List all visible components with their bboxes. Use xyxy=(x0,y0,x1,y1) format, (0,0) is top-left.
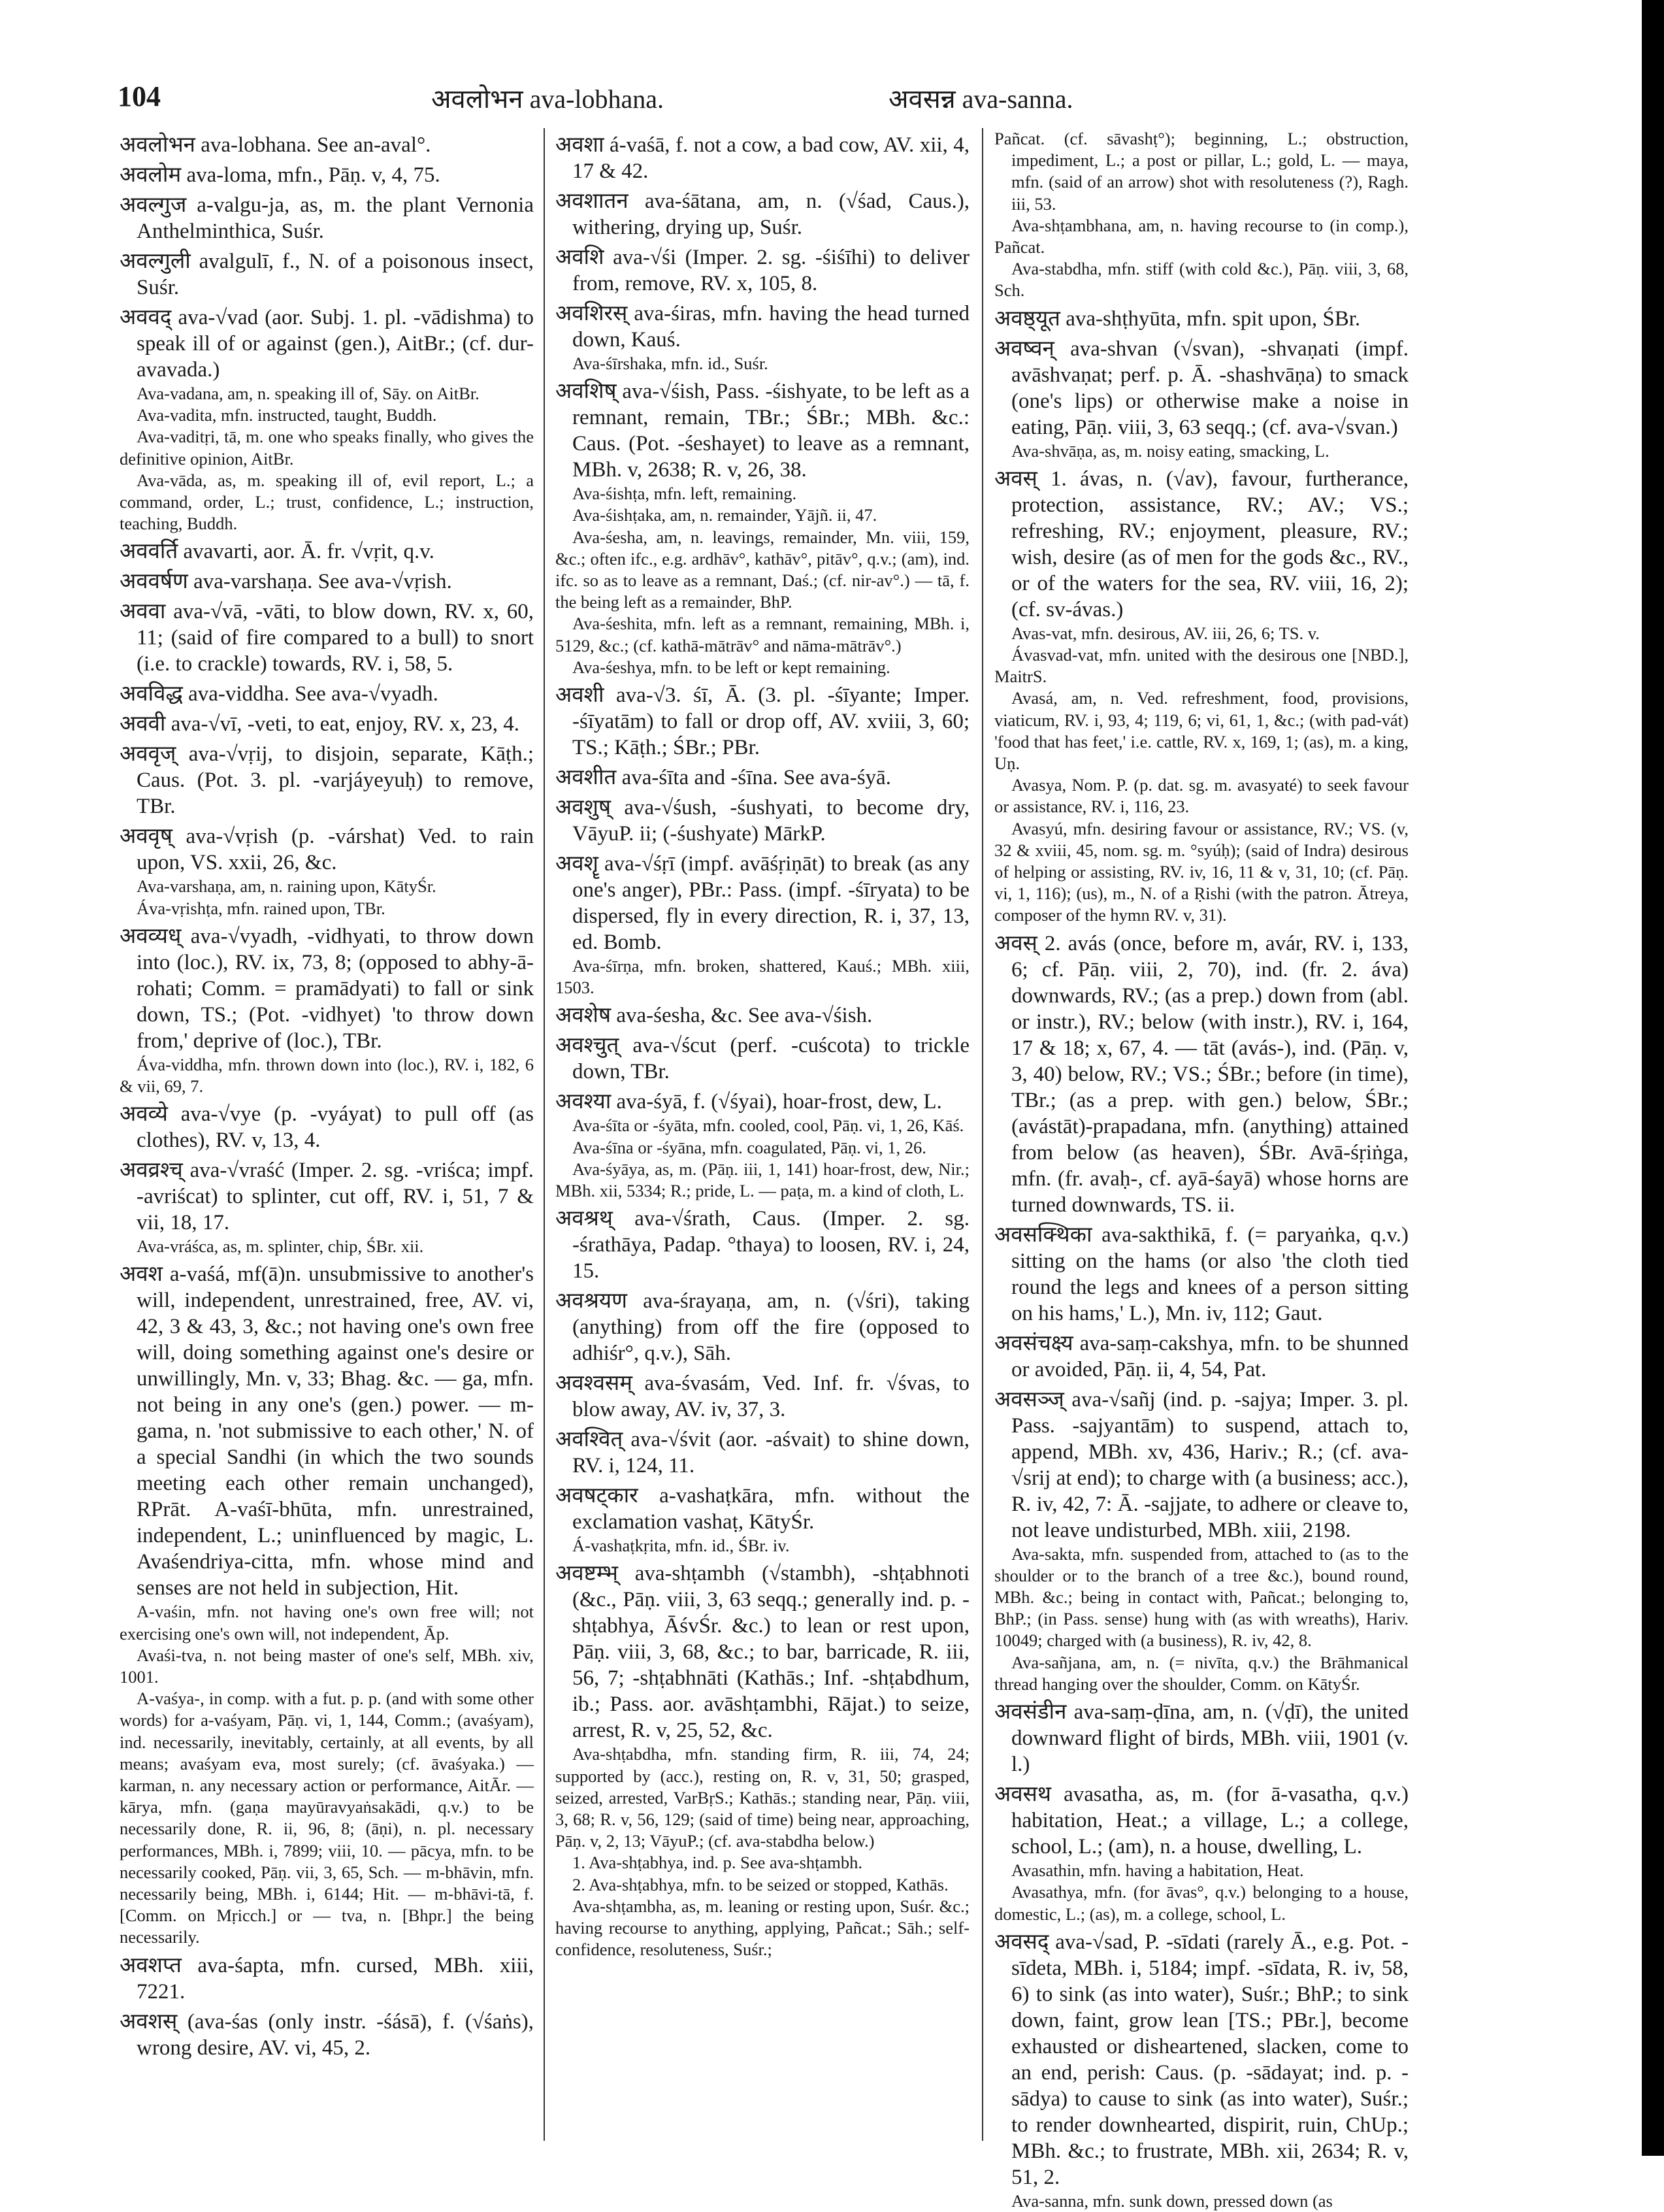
headword-entry: अवव्रश्च् ava-√vraść (Imper. 2. sg. -vriśca; impf. -avriścat) to splinter, cut off, RV. i, 51, 7 & vii, 18, 17. xyxy=(120,1159,534,1235)
sub-entry: A-vaśin, mfn. not having one's own free will; not exercising one's own will, not independent, Āp. xyxy=(120,1602,534,1643)
sub-entry: Ava-sanna, mfn. sunk down, pressed down (as xyxy=(1011,2190,1333,2211)
headword-entry: अवश्वित् ava-√śvit (aor. -aśvait) to shine down, RV. i, 124, 11. xyxy=(555,1428,970,1478)
sub-entry: Ava-śeshya, mfn. to be left or kept remaining. xyxy=(572,657,890,677)
headword-entry: अवविद्ध ava-viddha. See ava-√vyadh. xyxy=(120,682,438,706)
headword-entry: अवश्रथ् ava-√śrath, Caus. (Imper. 2. sg. -śrathāya, Padap. °thaya) to loosen, RV. i, 24, 15. xyxy=(555,1207,970,1283)
column-divider xyxy=(982,128,983,2141)
headword-entry: अवसथ avasatha, as, m. (for ā-vasatha, q.v.) habitation, Heat.; a village, L.; a college, school, L.; (am), n. a house, dwelling, L. xyxy=(994,1783,1409,1859)
sub-entry: Ava-varshaṇa, am, n. raining upon, KātyŚr. xyxy=(137,876,436,897)
headword-entry: अववृष् ava-√vṛish (p. -várshat) Ved. to rain upon, VS. xxii, 26, &c. xyxy=(120,825,534,875)
sub-entry: Ava-śishṭaka, am, n. remainder, Yājñ. ii, 47. xyxy=(572,505,877,525)
column-2 xyxy=(555,128,970,2141)
headword-entry: अवशिष् ava-√śish, Pass. -śishyate, to be left as a remnant, remain, TBr.; ŚBr.; MBh. &c.: Caus. (Pot. -śeshayet) to leave as a remnant, MBh. v, 2638; R. v, 26, 38. xyxy=(555,380,970,482)
column-divider xyxy=(544,128,545,2141)
headword-entry: अववृज् ava-√vṛij, to disjoin, separate, Kāṭh.; Caus. (Pot. 3. pl. -varjáyeyuḥ) to remove, TBr. xyxy=(120,742,534,819)
sub-entry: Ava-śīta or -śyāta, mfn. cooled, cool, Pāṇ. vi, 1, 26, Kāś. xyxy=(572,1115,964,1136)
headword-entry: अवलोम ava-loma, mfn., Pāṇ. v, 4, 75. xyxy=(120,163,440,187)
sub-entry: Avasyú, mfn. desiring favour or assistance, RV.; VS. (v, 32 & xviii, 45, nom. sg. m. °syúḥ); (said of Indra) desirous of helping or assisting, RV. iv, 16, 11 & v, 31, 10; (cf. Pāṇ. vi, 1, 116); (us), m., N. of a Ṛishi (with the patron. Ātreya, composer of the hymn RV. v, 31). xyxy=(994,818,1409,925)
headword-entry: अववर्ति avavarti, aor. Ā. fr. √vṛit, q.v. xyxy=(120,540,434,564)
page-number: 104 xyxy=(118,80,161,112)
sub-entry: Ava-śyāya, as, m. (Pāṇ. iii, 1, 141) hoar-frost, dew, Nir.; MBh. xii, 5334; R.; pride, L. — paṭa, m. a kind of cloth, L. xyxy=(555,1159,970,1201)
sub-entry: Ava-vaditṛi, tā, m. one who speaks finally, who gives the definitive opinion, AitBr. xyxy=(120,427,534,469)
headword-entry: अवशप्त ava-śapta, mfn. cursed, MBh. xiii, 7221. xyxy=(120,1953,534,2004)
headword-entry: अवशुष् ava-√śush, -śushyati, to become dry, VāyuP. ii; (-śushyate) MārkP. xyxy=(555,796,970,846)
headword-entry: अववी ava-√vī, -veti, to eat, enjoy, RV. x, 23, 4. xyxy=(120,712,519,736)
sub-entry: Áva-vṛishṭa, mfn. rained upon, TBr. xyxy=(137,898,385,918)
sub-entry: Ávasvad-vat, mfn. united with the desirous one [NBD.], MaitrS. xyxy=(994,645,1409,687)
headword-entry: अवल्गुली avalgulī, f., N. of a poisonous insect, Suśr. xyxy=(120,250,534,299)
sub-entry: Ava-śīrshaka, mfn. id., Suśr. xyxy=(572,354,768,373)
column-3 xyxy=(994,128,1409,2211)
headword-entry: अवस् 2. avás (once, before m, avár, RV. i, 133, 6; cf. Pāṇ. viii, 2, 70), ind. (fr. 2. áva) downwards, RV.; (as a prep.) down from (abl. or instr.), RV.; below (with instr.), RV. i, 164, 17 & 18; x, 67, 4. — tāt (avás-), ind. (Pāṇ. v, 3, 40) below, RV.; VS.; ŚBr.; before (in time), TBr.; (as a prep. with gen.) below, ŚBr.; (avástāt)-prapadana, mfn. (anything) attained from below (as heaven), ŚBr. Avā-śṛiṅga, mfn. (fr. avaḥ-, cf. ayā-śayā) whose horns are turned downwards, TS. ii. xyxy=(994,931,1409,1217)
headword-entry: अववा ava-√vā, -vāti, to blow down, RV. x, 60, 11; (said of fire compared to a bull) to snort (i.e. to crackle) towards, RV. i, 58, 5. xyxy=(120,600,534,676)
headword-entry: अवषट्कार a-vashaṭkāra, mfn. without the exclamation vashaṭ, KātyŚr. xyxy=(555,1484,970,1534)
sub-entry: Ava-śīna or -śyāna, mfn. coagulated, Pāṇ. vi, 1, 26. xyxy=(572,1137,926,1157)
sub-entry: Ava-vāda, as, m. speaking ill of, evil report, L.; a command, order, L.; trust, confidence, L.; instruction, teaching, Buddh. xyxy=(120,470,534,534)
headword-entry: अववद् ava-√vad (aor. Subj. 1. pl. -vādishma) to speak ill of or against (gen.), AitBr.; (cf. dur-avavada.) xyxy=(120,306,534,382)
headword-entry: अवशि ava-√śi (Imper. 2. sg. -śiśīhi) to deliver from, remove, RV. x, 105, 8. xyxy=(555,246,970,295)
column-1 xyxy=(120,128,534,2141)
sub-entry: 1. Ava-shṭabhya, ind. p. See ava-shṭambh. xyxy=(572,1853,863,1873)
sub-entry: Avaśi-tva, n. not being master of one's self, MBh. xiv, 1001. xyxy=(120,1645,534,1687)
sub-entry: Ava-sakta, mfn. suspended from, attached to (as to the shoulder or to the branch of a tree &c.), bound round, MBh. &c.; being in contact with, Pañcat.; belonging to, BhP.; (in Pass. sense) hung with (as with wreaths), Hariv. 10049; charged with (a business), R. iv, 42, 8. xyxy=(994,1543,1409,1651)
sub-entry: Ava-sañjana, am, n. (= nivīta, q.v.) the Brāhmanical thread hanging over the shoulder, Comm. on KātyŚr. xyxy=(994,1652,1409,1694)
sub-entry: 2. Ava-shṭabhya, mfn. to be seized or stopped, Kathās. xyxy=(572,1874,949,1894)
headword-entry: अवशातन ava-śātana, am, n. (√śad, Caus.), withering, drying up, Suśr. xyxy=(555,190,970,239)
left-running-head: अवलोभन ava-lobhana. xyxy=(431,84,664,114)
sub-entry: Ava-shṭabdha, mfn. standing firm, R. iii, 74, 24; supported by (acc.), resting on, R. v, 31, 50; grasped, seized, arrested, VarBṛS.; Kathās.; standing near, Pāṇ. viii, 3, 68; R. v, 56, 129; (said of time) being near, approaching, Pāṇ. v, 2, 13; VāyuP.; (cf. ava-stabdha below.) xyxy=(555,1744,970,1851)
headword-entry: अवश a-vaśá, mf(ā)n. unsubmissive to another's will, independent, unrestrained, free, AV. vi, 42, 3 & 43, 3, &c.; not having one's own free will, doing something against one's desire or unwillingly, Mn. v, 33; Bhag. &c. — ga, mfn. not being in any one's (gen.) power. — m-gama, n. 'not submissive to each other,' N. of a special Sandhi (in which the two sounds meeting each other remain unchanged), RPrāt. A-vaśī-bhūta, mfn. unrestrained, independent, L.; uninfluenced by magic, L. Avaśendriya-citta, mfn. whose mind and senses are not held in subjection, Hit. xyxy=(120,1263,534,1600)
headword-entry: अवव्यध् ava-√vyadh, -vidhyati, to throw down into (loc.), RV. ix, 73, 8; (opposed to abhy-ā-rohati; Comm. = pramādyati) to fall or sink down, TS.; (Pot. -vidhyet) 'to throw down from,' deprive of (loc.), TBr. xyxy=(120,924,534,1053)
headword-entry: अवसक्थिका ava-sakthikā, f. (= paryaṅka, q.v.) sitting on the hams (or also 'the cloth tied round the legs and knees of a person sitting on his hams,' L.), Mn. iv, 112; Gaut. xyxy=(994,1223,1409,1325)
sub-entry: Ava-śishṭa, mfn. left, remaining. xyxy=(572,484,797,504)
headword-entry: अवल्गुज a-valgu-ja, as, m. the plant Vernonia Anthelminthica, Suśr. xyxy=(120,193,534,243)
sub-entry: Ava-śesha, am, n. leavings, remainder, Mn. viii, 159, &c.; often ifc., e.g. ardhāv°, kathāv°, pitāv°, q.v.; (am), ind. ifc. so as to leave as a remnant, Daś.; (cf. nir-av°.) — tā, f. the being left as a remainder, BhP. xyxy=(555,527,970,612)
headword-entry: अवलोभन ava-lobhana. See an-aval°. xyxy=(120,133,431,157)
page-header xyxy=(118,80,1398,125)
sub-entry: Pañcat. (cf. sāvashṭ°); beginning, L.; obstruction, impediment, L.; a post or pillar, L.; gold, L. — maya, mfn. (said of an arrow) shot with resoluteness (?), Ragh. iii, 53. xyxy=(994,129,1409,214)
headword-entry: अवश्या ava-śyā, f. (√śyai), hoar-frost, dew, L. xyxy=(555,1090,942,1114)
headword-entry: अवव्ये ava-√vye (p. -vyáyat) to pull off (as clothes), RV. v, 13, 4. xyxy=(120,1102,534,1153)
headword-entry: अवशॄ ava-√śṛī (impf. avāśṛiṇāt) to break (as any one's anger), PBr.: Pass. (impf. -śīryata) to be dispersed, fly in every direction, R. i, 37, 13, ed. Bomb. xyxy=(555,852,970,955)
right-running-head: अवसन्न ava-sanna. xyxy=(889,84,1073,114)
sub-entry: Áva-viddha, mfn. thrown down into (loc.), RV. i, 182, 6 & vii, 69, 7. xyxy=(120,1054,534,1097)
headword-entry: अवष्टम्भ् ava-shṭambh (√stambh), -shṭabhnoti (&c., Pāṇ. viii, 3, 63 seqq.; generally ind. p. -shṭabhya, ĀśvŚr. &c.) to lean or rest upon, Pāṇ. viii, 3, 68, &c.; to bar, barricade, R. iii, 56, 7; -shṭabhnāti (Kathās.; Inf. -shṭabdhum, ib.; Pass. aor. avāshṭambhi, Rājat.) to seize, arrest, R. v, 25, 52, &c. xyxy=(555,1562,970,1743)
sub-entry: Ava-vadana, am, n. speaking ill of, Sāy. on AitBr. xyxy=(137,384,480,403)
sub-entry: Ava-shṭambhana, am, n. having recourse to (in comp.), Pañcat. xyxy=(994,215,1409,257)
headword-entry: अवष्ठ्यूत ava-shṭhyūta, mfn. spit upon, ŚBr. xyxy=(994,306,1361,331)
sub-entry: Ava-shvāṇa, as, m. noisy eating, smacking, L. xyxy=(1011,440,1330,461)
headword-entry: अवशीत ava-śīta and -śīna. See ava-śyā. xyxy=(555,766,891,790)
headword-entry: अवष्वन् ava-shvan (√svan), -shvaṇati (impf. avāshvaṇat; perf. p. Ā. -shashvāṇa) to smack (one's lips) or otherwise make a noise in eating, Pāṇ. viii, 3, 63 seqq.; (cf. ava-√svan.) xyxy=(994,337,1409,439)
sub-entry: Ava-shṭambha, as, m. leaning or resting upon, Suśr. &c.; having recourse to anything, applying, Pañcat.; Sāh.; self-confidence, resoluteness, Suśr.; xyxy=(555,1896,970,1960)
headword-entry: अवश्वसम् ava-śvasám, Ved. Inf. fr. √śvas, to blow away, AV. iv, 37, 3. xyxy=(555,1372,970,1422)
headword-entry: अवशा á-vaśā, f. not a cow, a bad cow, AV. xii, 4, 17 & 42. xyxy=(555,133,970,183)
headword-entry: अववर्षण ava-varshaṇa. See ava-√vṛish. xyxy=(120,570,452,594)
headword-entry: अवशस् (ava-śas (only instr. -śásā), f. (√śaṅs), wrong desire, AV. vi, 45, 2. xyxy=(120,2009,534,2060)
scan-edge-bar xyxy=(1642,0,1664,2156)
sub-entry: Avasá, am, n. Ved. refreshment, food, provisions, viaticum, RV. i, 93, 4; 119, 6; vi, 61, 1, &c.; (with pad-vát) 'food that has feet,' i.e. cattle, RV. x, 169, 1; (as), m. a king, Uṇ. xyxy=(994,688,1409,774)
headword-entry: अवश्चुत् ava-√ścut (perf. -cuścota) to trickle down, TBr. xyxy=(555,1034,970,1084)
headword-entry: अवसद् ava-√sad, P. -sīdati (rarely Ā., e.g. Pot. -sīdeta, MBh. i, 5184; impf. -sīdata, R. iv, 58, 6) to sink (as into water), Suśr.; BhP.; to sink down, faint, grow lean [TS.; PBr.], become exhausted or disheartened, slacken, come to an end, perish: Caus. (p. -sādayat; ind. p. -sādya) to cause to sink (as into water), Suśr.; to render downhearted, dispirit, ruin, ChUp.; MBh. &c.; to frustrate, MBh. xii, 2634; R. v, 51, 2. xyxy=(994,1930,1409,2189)
headword-entry: अवसंचक्ष्य ava-saṃ-cakshya, mfn. to be shunned or avoided, Pāṇ. ii, 4, 54, Pat. xyxy=(994,1331,1409,1381)
sub-entry: Avasathya, mfn. (for āvas°, q.v.) belonging to a house, domestic, L.; (as), m. a college, school, L. xyxy=(994,1882,1409,1924)
sub-entry: A-vaśya-, in comp. with a fut. p. p. (and with some other words) for a-vaśyam, Pāṇ. vi, 1, 144, Comm.; (avaśyam), ind. necessarily, inevitably, certainly, at all events, by all means; avaśyam eva, most surely; (cf. āvaśyaka.) — karman, n. any necessary action or performance, AitĀr. — kārya, mfn. (gaṇa mayūravyaṅsakādi, q.v.) to be necessarily done, R. ii, 96, 8; (āṇi), n. pl. necessary performances, MBh. i, 7899; viii, 10. — pācya, mfn. to be necessarily cooked, Pāṇ. vii, 3, 65, Sch. — m-bhāvin, mfn. necessarily being, MBh. i, 6144; Hit. — m-bhāvi-tā, f. [Comm. on Mṛicch.] or — tva, n. [Bhpr.] the being necessarily. xyxy=(120,1689,534,1947)
sub-entry: Ava-vráśca, as, m. splinter, chip, ŚBr. xii. xyxy=(137,1236,424,1257)
sub-entry: Á-vashaṭkṛita, mfn. id., ŚBr. iv. xyxy=(572,1536,790,1556)
headword-entry: अवसञ्ज् ava-√sañj (ind. p. -sajya; Imper. 3. pl. Pass. -sajyantām) to suspend, attach to, append, MBh. xv, 436, Hariv.; R.; (cf. ava-√srij at end); to charge with (a business; acc.), R. iv, 42, 7: Ā. -sajjate, to adhere or cleave to, not leave undisturbed, MBh. xiii, 2198. xyxy=(994,1387,1409,1542)
headword-entry: अवशी ava-√3. śī, Ā. (3. pl. -śīyante; Imper. -śīyatām) to fall or drop off, AV. xviii, 3, 60; TS.; Kāṭh.; ŚBr.; PBr. xyxy=(555,684,970,760)
sub-entry: Avasathin, mfn. having a habitation, Heat. xyxy=(1011,1860,1304,1881)
headword-entry: अवशिरस् ava-śiras, mfn. having the head turned down, Kauś. xyxy=(555,302,970,352)
sub-entry: Ava-śeshita, mfn. left as a remnant, remaining, MBh. i, 5129, &c.; (cf. kathā-mātrāv° and nāma-mātrāv°.) xyxy=(555,614,970,655)
sub-entry: Avas-vat, mfn. desirous, AV. iii, 26, 6; TS. v. xyxy=(1011,623,1320,643)
headword-entry: अवशेष ava-śesha, &c. See ava-√śish. xyxy=(555,1004,873,1028)
sub-entry: Avasya, Nom. P. (p. dat. sg. m. avasyaté) to seek favour or assistance, RV. i, 116, 23. xyxy=(994,775,1409,817)
headword-entry: अवस् 1. ávas, n. (√av), favour, furtherance, protection, assistance, RV.; AV.; VS.; refreshing, RV.; enjoyment, pleasure, RV.; wish, desire (as of men for the gods &c., RV., or of the waters for the sea, RV. viii, 16, 2); (cf. sv-ávas.) xyxy=(994,467,1409,621)
sub-entry: Ava-vadita, mfn. instructed, taught, Buddh. xyxy=(137,405,437,425)
headword-entry: अवसंडीन ava-saṃ-ḍīna, am, n. (√ḍī), the united downward flight of birds, MBh. viii, 1901 (v. l.) xyxy=(994,1700,1409,1777)
sub-entry: Ava-stabdha, mfn. stiff (with cold &c.), Pāṇ. viii, 3, 68, Sch. xyxy=(994,259,1409,301)
sub-entry: Ava-śīrṇa, mfn. broken, shattered, Kauś.; MBh. xiii, 1503. xyxy=(555,956,970,998)
headword-entry: अवश्रयण ava-śrayaṇa, am, n. (√śri), taking (anything) from off the fire (opposed to adhiśr°, q.v.), Sāh. xyxy=(555,1289,970,1366)
